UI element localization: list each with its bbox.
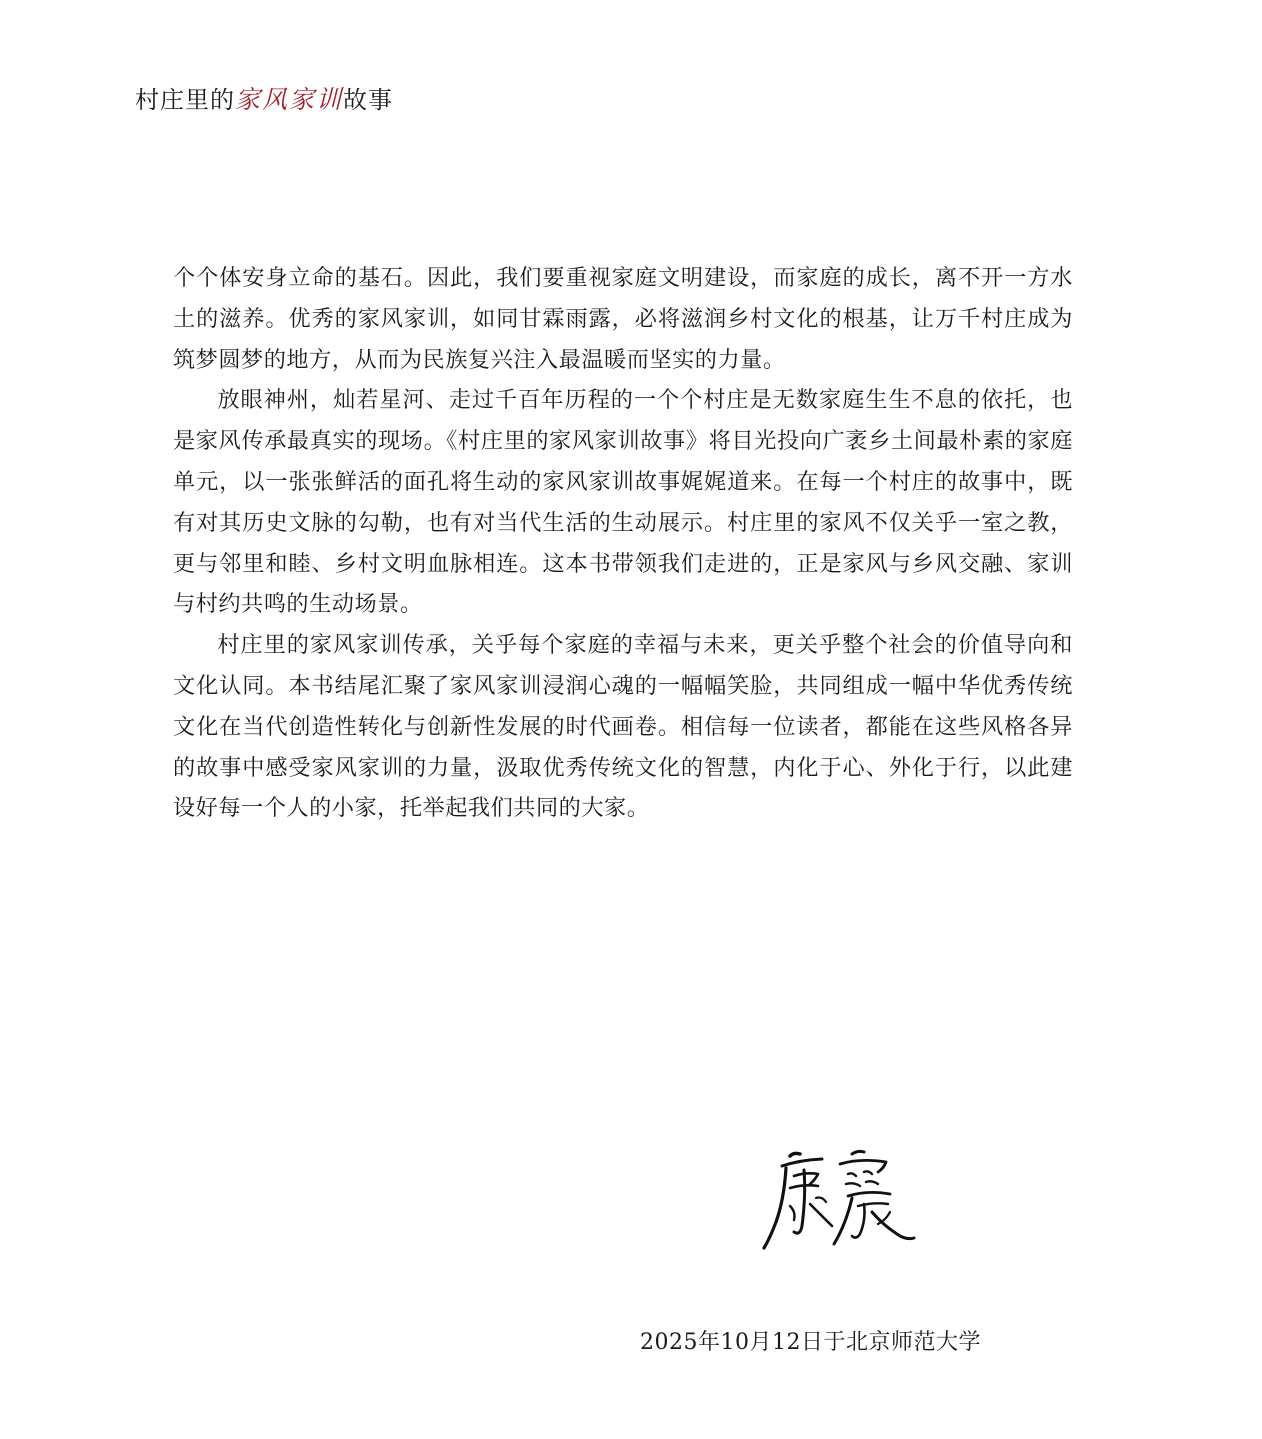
header-title-suffix: 故事 [343,86,394,114]
preface-body [173,258,1073,829]
handwritten-signature [760,1140,920,1252]
signature-image [760,1140,920,1252]
paragraph-1: 个个体安身立命的基石。因此，我们要重视家庭文明建设，而家庭的成长，离不开一方水土的滋养。优秀的家风家训，如同甘霖雨露，必将滋润乡村文化的根基，让万千村庄成为筑梦圆梦的地方，从而为民族复兴注入最温暖而坚实的力量。 [173,265,1073,373]
running-header [135,80,393,120]
paragraph-3: 村庄里的家风家训传承，关乎每个家庭的幸福与未来，更关乎整个社会的价值导向和文化认同。本书结尾汇聚了家风家训浸润心魂的一幅幅笑脸，共同组成一幅中华优秀传统文化在当代创造性转化与创新性发展的时代画卷。相信每一位读者，都能在这些风格各异的故事中感受家风家训的力量，汲取优秀传统文化的智慧，内化于心、外化于行，以此建设好每一个人的小家，托举起我们共同的大家。 [173,632,1073,822]
dateline: 2025年10月12日于北京师范大学 [640,1330,981,1355]
header-title-accent: 家风家训 [235,85,344,114]
paragraph-2: 放眼神州，灿若星河、走过千百年历程的一个个村庄是无数家庭生生不息的依托，也是家风传承最真实的现场。《村庄里的家风家训故事》将目光投向广袤乡土间最朴素的家庭单元，以一张张鲜活的面孔将生动的家风家训故事娓娓道来。在每一个村庄的故事中，既有对其历史文脉的勾勒，也有对当代生活的生动展示。村庄里的家风不仅关乎一室之教，更与邻里和睦、乡村文明血脉相连。这本书带领我们走进的，正是家风与乡风交融、家训与村约共鸣的生动场景。 [173,387,1073,618]
header-title-prefix: 村庄里的 [135,86,235,114]
